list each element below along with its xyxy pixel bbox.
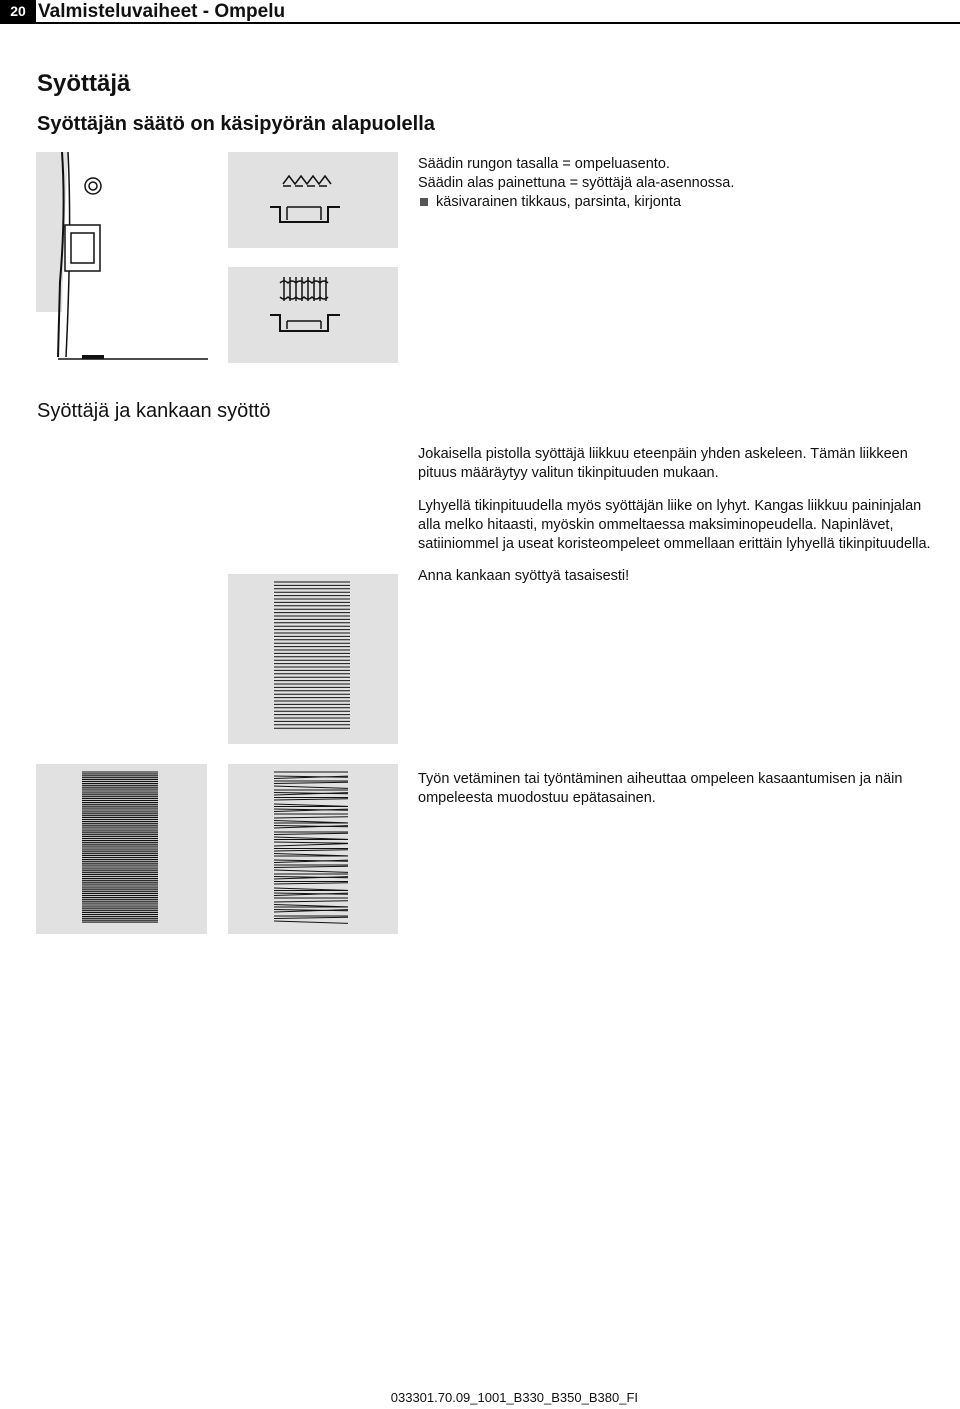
- text-line: Lyhyellä tikinpituudella myös syöttäjän liike on lyhyt. Kangas liikkuu paininjalan: [418, 498, 922, 514]
- section-title: Syöttäjä ja kankaan syöttö: [37, 400, 271, 422]
- pulling-warning: [418, 770, 958, 808]
- text-line: Anna kankaan syöttyä tasaisesti!: [418, 568, 630, 584]
- stitch-line: [274, 817, 348, 818]
- text-line: satiiniommel ja useat koristeompeleet ommellaan erittäin lyhyellä tikinpituudella.: [418, 536, 931, 552]
- even-stitch-illustration: [228, 574, 398, 744]
- feed-dog-up-panel: [228, 152, 398, 248]
- stitch-line: [274, 850, 348, 851]
- text-line: Säädin rungon tasalla = ompeluasento.: [418, 156, 670, 172]
- feed-dog-down-panel: [228, 267, 398, 363]
- page-number: 20: [0, 0, 36, 22]
- text-line: Jokaisella pistolla syöttäjä liikkuu eteenpäin yhden askeleen. Tämän liikkeen: [418, 446, 908, 462]
- stitch-line: [274, 870, 348, 872]
- text-line: pituus määräytyy valitun tikinpituuden mukaan.: [418, 465, 719, 481]
- text-line: Säädin alas painettuna = syöttäjä ala-asennossa.: [418, 175, 735, 191]
- section-subtitle: Syöttäjän säätö on käsipyörän alapuolella: [37, 113, 435, 135]
- stitch-line: [274, 782, 348, 783]
- stitch-line: [274, 917, 348, 918]
- footer: [0, 1390, 960, 1405]
- section-header-title: Valmisteluvaiheet - Ompelu: [38, 1, 286, 22]
- stitch-line: [274, 844, 348, 846]
- stitch-line: [274, 921, 348, 923]
- stitch-line: [274, 799, 348, 800]
- header-divider: [0, 22, 960, 24]
- page-title: Syöttäjä: [37, 70, 131, 97]
- stitch-line: [274, 786, 348, 788]
- bunched-stitch-panel: [36, 764, 207, 934]
- bullet-icon: [420, 198, 428, 206]
- knob-icon: [85, 178, 101, 194]
- uneven-stitch-panel: [228, 764, 398, 934]
- stitch-line: [274, 901, 348, 902]
- feed-dog-down-icon: [228, 267, 398, 363]
- stitch-line: [274, 866, 348, 867]
- feed-dog-up-icon: [228, 152, 398, 248]
- bullet-text: käsivarainen tikkaus, parsinta, kirjonta: [436, 194, 682, 210]
- stitch-line: [274, 883, 348, 884]
- text-line: Työn vetäminen tai työntäminen aiheuttaa ompeleen kasaantumisen ja näin: [418, 771, 903, 787]
- stitch-line: [274, 833, 348, 834]
- stitch-line: [274, 842, 348, 843]
- text-line: alla melko hitaasti, myöskin ommeltaessa maksiminopeudella. Napinlävet,: [418, 517, 894, 533]
- text-line: ompeleesta muodostuu epätasainen.: [418, 790, 656, 806]
- bunched-stitch-illustration: [36, 764, 207, 934]
- machine-side-illustration: [36, 152, 212, 364]
- feed-description: [418, 445, 958, 586]
- feed-dog-description: [418, 155, 734, 212]
- doc-code: 033301.70.09_1001_B330_B350_B380_FI: [390, 1390, 638, 1405]
- uneven-stitch-illustration: [228, 764, 398, 934]
- even-stitch-panel: [228, 574, 398, 744]
